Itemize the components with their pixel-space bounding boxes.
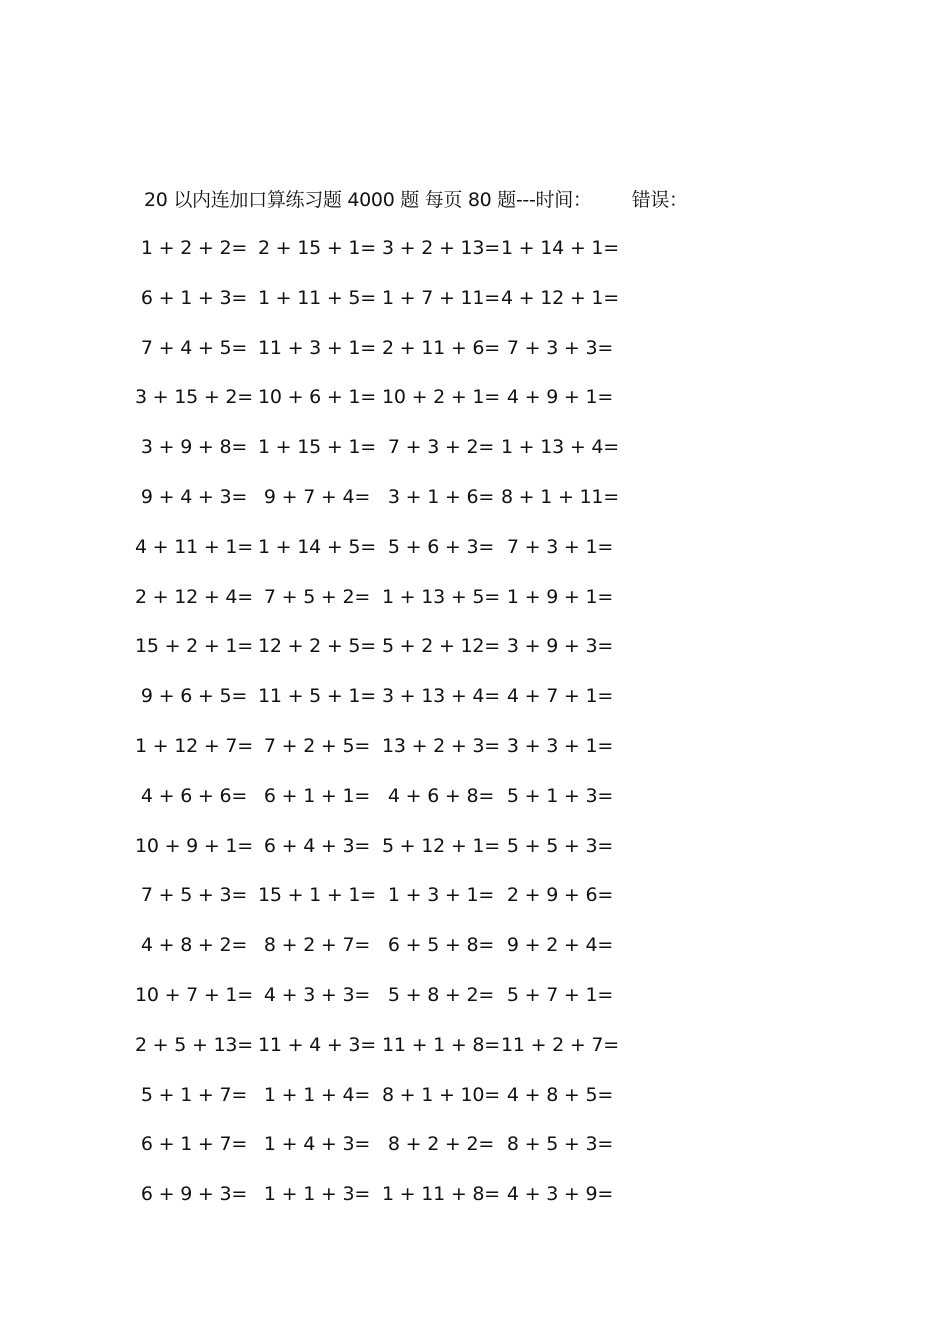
problem-item: 4 + 7 + 1=: [506, 685, 614, 708]
problem-item: 8 + 2 + 7=: [263, 934, 371, 957]
problem-item: 10 + 7 + 1=: [134, 984, 254, 1006]
problem-item: 4 + 6 + 8=: [387, 784, 495, 807]
problem-item: 7 + 5 + 2=: [263, 585, 371, 608]
problem-item: 4 + 8 + 5=: [506, 1083, 614, 1106]
problem-item: 5 + 2 + 12=: [381, 635, 501, 658]
problem-item: 3 + 1 + 6=: [387, 486, 495, 508]
problem-item: 1 + 1 + 4=: [263, 1083, 371, 1106]
problem-item: 3 + 13 + 4=: [381, 685, 501, 708]
problem-item: 8 + 2 + 2=: [387, 1133, 495, 1156]
problem-item: 1 + 14 + 5=: [257, 535, 377, 558]
problem-item: 10 + 6 + 1=: [257, 386, 377, 409]
problem-item: 7 + 4 + 5=: [140, 336, 248, 359]
problem-row: [134, 581, 644, 613]
problem-row: [134, 630, 644, 662]
problem-item: 12 + 2 + 5=: [257, 635, 377, 658]
problem-item: 4 + 3 + 3=: [263, 984, 371, 1006]
worksheet-title: [144, 186, 688, 214]
problem-item: 7 + 3 + 1=: [506, 535, 614, 558]
problem-item: 3 + 3 + 1=: [506, 735, 614, 757]
problem-item: 2 + 15 + 1=: [257, 237, 377, 259]
problem-item: 7 + 5 + 3=: [140, 884, 248, 907]
problem-item: 9 + 4 + 3=: [140, 486, 248, 508]
problem-item: 5 + 1 + 7=: [140, 1083, 248, 1106]
problem-item: 11 + 3 + 1=: [257, 336, 377, 359]
problem-row: [140, 780, 644, 812]
problem-item: 11 + 4 + 3=: [257, 1033, 377, 1056]
problem-item: 6 + 1 + 1=: [263, 784, 371, 807]
problem-item: 4 + 11 + 1=: [134, 535, 254, 558]
problem-item: 15 + 2 + 1=: [134, 635, 254, 658]
problem-item: 15 + 1 + 1=: [257, 884, 377, 907]
problem-item: 10 + 2 + 1=: [381, 386, 501, 409]
problem-row: [134, 730, 644, 762]
problem-item: 4 + 12 + 1=: [500, 286, 620, 309]
problem-item: 7 + 2 + 5=: [263, 735, 371, 757]
problem-row: [140, 232, 644, 264]
problem-item: 3 + 9 + 3=: [506, 635, 614, 658]
problem-item: 2 + 11 + 6=: [381, 336, 501, 359]
problem-item: 10 + 9 + 1=: [134, 834, 254, 857]
problem-row: [140, 481, 644, 513]
problem-item: 11 + 2 + 7=: [500, 1033, 620, 1056]
problem-item: 9 + 2 + 4=: [506, 934, 614, 957]
problem-row: [134, 531, 644, 563]
problem-item: 6 + 4 + 3=: [263, 834, 371, 857]
problem-item: 9 + 6 + 5=: [140, 685, 248, 708]
problem-item: 3 + 2 + 13=: [381, 237, 501, 259]
problem-item: 8 + 5 + 3=: [506, 1133, 614, 1156]
problem-row: [140, 332, 644, 364]
problem-item: 6 + 1 + 3=: [140, 286, 248, 309]
problem-row: [134, 381, 644, 413]
problem-row: [140, 1128, 644, 1160]
problem-row: [140, 929, 644, 961]
problem-item: 6 + 5 + 8=: [387, 934, 495, 957]
problem-item: 1 + 7 + 11=: [381, 286, 501, 309]
problem-item: 7 + 3 + 3=: [506, 336, 614, 359]
problem-item: 6 + 9 + 3=: [140, 1183, 248, 1206]
problem-item: 9 + 7 + 4=: [263, 486, 371, 508]
problem-item: 1 + 4 + 3=: [263, 1133, 371, 1156]
problem-item: 5 + 6 + 3=: [387, 535, 495, 558]
problem-item: 4 + 8 + 2=: [140, 934, 248, 957]
problem-item: 1 + 11 + 5=: [257, 286, 377, 309]
problem-item: 4 + 6 + 6=: [140, 784, 248, 807]
problem-item: 11 + 5 + 1=: [257, 685, 377, 708]
problem-row: [134, 1029, 644, 1061]
problem-item: 8 + 1 + 10=: [381, 1083, 501, 1106]
problem-row: [140, 1079, 644, 1111]
problem-row: [140, 879, 644, 911]
problem-item: 11 + 1 + 8=: [381, 1033, 501, 1056]
problem-item: 6 + 1 + 7=: [140, 1133, 248, 1156]
problem-item: 5 + 12 + 1=: [381, 834, 501, 857]
problem-item: 3 + 15 + 2=: [134, 386, 254, 409]
problem-item: 5 + 8 + 2=: [387, 984, 495, 1006]
problem-item: 1 + 3 + 1=: [387, 884, 495, 907]
problem-item: 5 + 1 + 3=: [506, 784, 614, 807]
problem-item: 8 + 1 + 11=: [500, 486, 620, 508]
problem-item: 2 + 9 + 6=: [506, 884, 614, 907]
problem-item: 1 + 13 + 4=: [500, 436, 620, 459]
problem-item: 7 + 3 + 2=: [387, 436, 495, 459]
problem-item: 5 + 7 + 1=: [506, 984, 614, 1006]
problem-item: 1 + 1 + 3=: [263, 1183, 371, 1206]
title-errors: 错误：: [631, 189, 688, 211]
problem-item: 1 + 13 + 5=: [381, 585, 501, 608]
problem-row: [134, 979, 644, 1011]
problem-item: 3 + 9 + 8=: [140, 436, 248, 459]
problem-item: 1 + 14 + 1=: [500, 237, 620, 259]
problem-item: 5 + 5 + 3=: [506, 834, 614, 857]
problem-row: [140, 431, 644, 463]
problem-item: 1 + 12 + 7=: [134, 735, 254, 757]
problem-item: 4 + 3 + 9=: [506, 1183, 614, 1206]
problem-row: [140, 680, 644, 712]
problem-row: [140, 282, 644, 314]
problem-item: 13 + 2 + 3=: [381, 735, 501, 757]
problem-row: [134, 830, 644, 862]
problem-item: 2 + 5 + 13=: [134, 1033, 254, 1056]
problem-item: 1 + 11 + 8=: [381, 1183, 501, 1206]
problem-item: 1 + 15 + 1=: [257, 436, 377, 459]
problem-item: 4 + 9 + 1=: [506, 386, 614, 409]
problem-item: 1 + 9 + 1=: [506, 585, 614, 608]
problem-row: [140, 1178, 644, 1210]
problem-item: 2 + 12 + 4=: [134, 585, 254, 608]
title-main: 20 以内连加口算练习题 4000 题 每页 80 题---时间：: [144, 189, 592, 211]
problem-item: 1 + 2 + 2=: [140, 237, 248, 259]
